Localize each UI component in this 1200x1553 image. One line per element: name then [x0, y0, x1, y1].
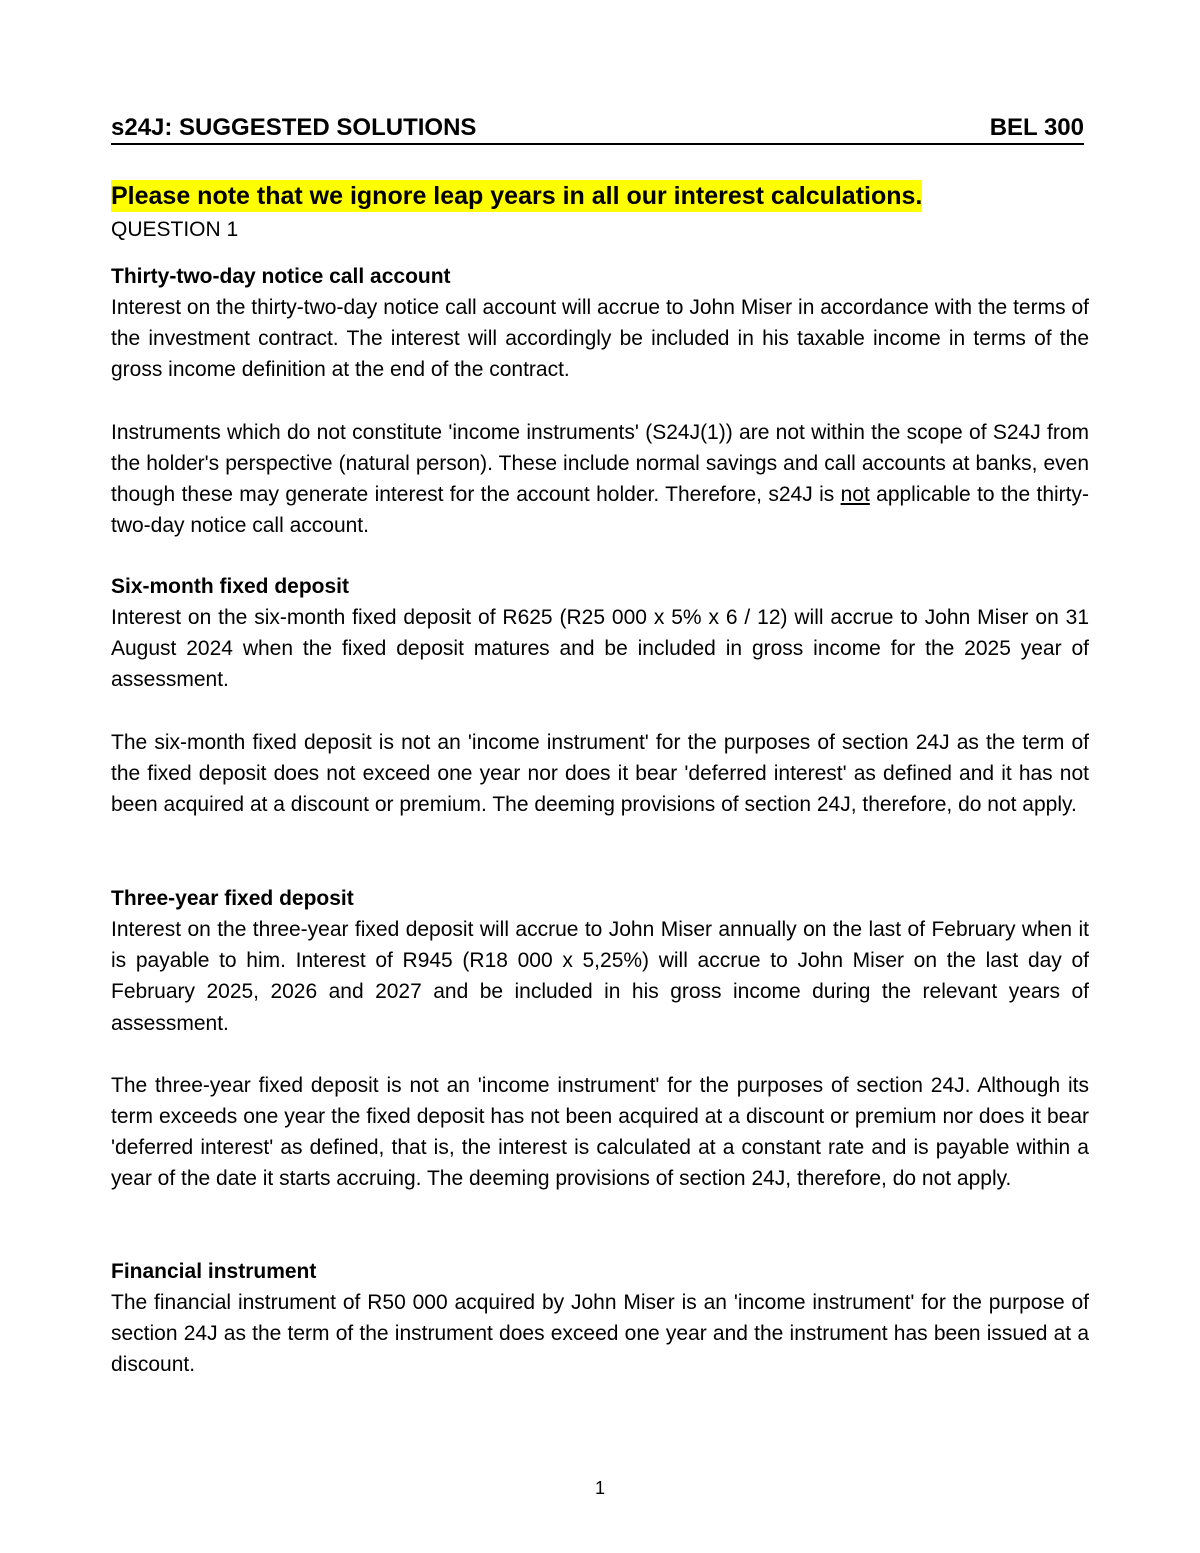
paragraph: The financial instrument of R50 000 acquired by John Miser is an 'income instrument' for the purpose of section 24J as the term of the instrument does exceed one year and the instrument has been issued at a discount.: [111, 1291, 1089, 1377]
section-call-account: [111, 261, 1089, 541]
paragraph-text: Instruments which do not constitute 'income instruments' (S24J(1)) are not within the scope of S24J from the holder's perspective (natural person). These include normal savings and call accounts at banks, even though these may generate interest for the account holder. Therefore, s24J is: [111, 420, 1089, 507]
question-label: QUESTION 1: [111, 218, 239, 241]
page-number: 1: [594, 1478, 605, 1498]
section-heading: Three-year fixed deposit: [111, 887, 354, 910]
underlined-word: not: [840, 483, 870, 507]
paragraph: [111, 417, 1089, 542]
paragraph: Interest on the thirty-two-day notice call account will accrue to John Miser in accordance with the terms of the investment contract. The interest will accordingly be included in his taxable income in terms of the gross income definition at the end of the contract.: [111, 296, 1089, 382]
paragraph: Interest on the three-year fixed deposit will accrue to John Miser annually on the last of February when it is payable to him. Interest of R945 (R18 000 x 5,25%) will accrue to John Miser on the last day of February 2025, 2026 and 2027 and be included in his gross income during the relevant years of assessment.: [111, 918, 1089, 1035]
section-three-year-deposit: [111, 883, 1089, 1195]
course-code: BEL 300: [989, 114, 1084, 141]
document-title: s24J: SUGGESTED SOLUTIONS: [111, 114, 477, 141]
paragraph: The six-month fixed deposit is not an 'income instrument' for the purposes of section 24J as the term of the fixed deposit does not exceed one year nor does it bear 'deferred interest' as defined and it has not been acquired at a discount or premium. The deeming provisions of section 24J, therefore, do not apply.: [111, 730, 1089, 817]
paragraph-text: applicable to the thirty-two-day notice call account.: [111, 483, 1089, 538]
section-heading: Thirty-two-day notice call account: [111, 265, 451, 288]
section-heading: Financial instrument: [111, 1260, 317, 1283]
section-financial-instrument: [111, 1256, 1089, 1381]
section-six-month-deposit: [111, 571, 1089, 820]
paragraph: Interest on the six-month fixed deposit of R625 (R25 000 x 5% x 6 / 12) will accrue to John Miser on 31 August 2024 when the fixed deposit matures and be included in gross income for the 2025 year of assessment.: [111, 606, 1089, 692]
paragraph: The three-year fixed deposit is not an 'income instrument' for the purposes of section 24J. Although its term exceeds one year the fixed deposit has not been acquired at a discount or premium nor does it bear 'deferred interest' as defined, that is, the interest is calculated at a constant rate and is payable within a year of the date it starts accruing. The deeming provisions of section 24J, therefore, do not apply.: [111, 1073, 1089, 1191]
document-title-row: [111, 113, 1084, 145]
highlighted-note: Please note that we ignore leap years in all our interest calculations.: [111, 182, 923, 210]
section-heading: Six-month fixed deposit: [111, 575, 350, 598]
